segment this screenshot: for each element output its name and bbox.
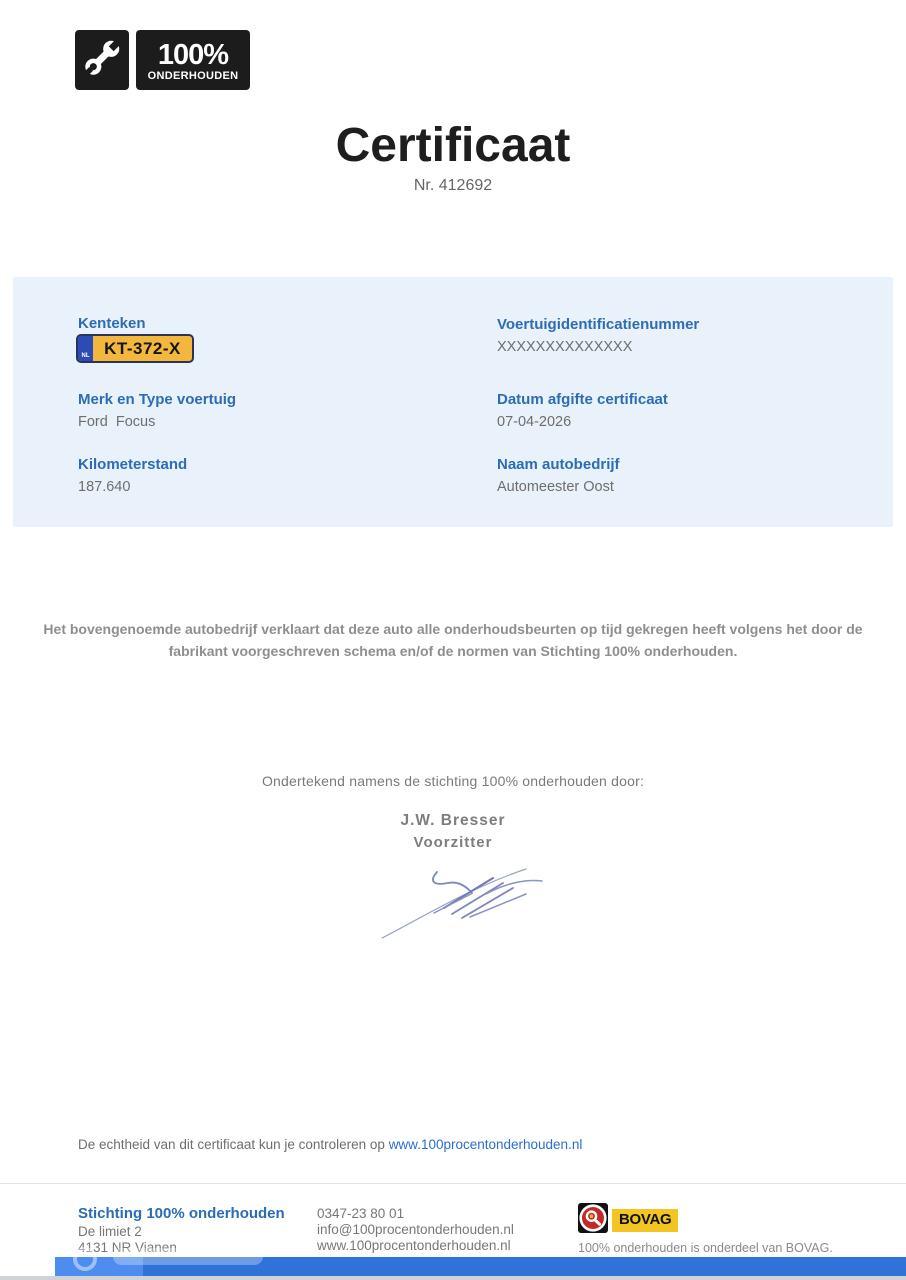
watermark-circle: [73, 1247, 97, 1271]
bedrijf-value: Automeester Oost: [497, 479, 614, 495]
page-title: Certificaat: [335, 119, 571, 172]
footer-website: www.100procentonderhouden.nl: [317, 1238, 511, 1253]
verify-line: [78, 1137, 582, 1152]
plate-country-strip: [78, 336, 93, 361]
declaration-statement: [0, 618, 906, 663]
signature-image: [0, 850, 906, 945]
logo-icon-box: [75, 30, 129, 90]
footer-divider: [0, 1183, 906, 1184]
footer-email: info@100procentonderhouden.nl: [317, 1222, 514, 1237]
footer-phone: 0347-23 80 01: [317, 1206, 405, 1221]
logo-name: ONDERHOUDEN: [147, 69, 239, 82]
bovag-logo: [578, 1203, 678, 1238]
datum-value: 07-04-2026: [497, 414, 572, 430]
km-label: Kilometerstand: [78, 456, 188, 473]
vehicle-info-panel: [13, 277, 893, 527]
kenteken-label: Kenteken: [78, 315, 146, 332]
watermark-text-blob: [113, 1248, 263, 1265]
bovag-wordmark: BOVAG: [612, 1209, 678, 1232]
signer-role: Voorzitter: [413, 834, 493, 851]
verify-link[interactable]: www.100procentonderhouden.nl: [388, 1137, 583, 1152]
logo-percent: 100%: [157, 38, 229, 71]
bedrijf-label: Naam autobedrijf: [497, 456, 620, 473]
merk-label: Merk en Type voertuig: [78, 391, 237, 408]
brand-logo: [75, 30, 250, 90]
vin-value: XXXXXXXXXXXXXX: [497, 339, 633, 355]
logo-text-box: [136, 30, 250, 90]
vin-label: Voertuigidentificatienummer: [497, 316, 700, 333]
footer-org-name: Stichting 100% onderhouden: [78, 1205, 285, 1222]
certificate-number: Nr. 412692: [413, 177, 493, 194]
plate-number: KT-372-X: [104, 338, 181, 358]
wrench-icon: [79, 33, 125, 88]
license-plate: [76, 334, 194, 363]
declaration-text: Het bovengenoemde autobedrijf verklaart dat deze auto alle onderhoudsbeurten op tijd gekregen heeft volgens het door de fabrikant voorgeschreven schema en/of de normen van Stichting 100% onderhouden.: [43, 621, 863, 660]
bovag-tagline: 100% onderhouden is onderdeel van BOVAG.: [578, 1241, 833, 1255]
plate-country-code: NL: [81, 353, 90, 359]
footer-address-line1: De limiet 2: [78, 1224, 142, 1239]
footer-address-line2: 4131 NR Vianen: [78, 1240, 177, 1255]
bottom-edge-strip: [0, 1276, 906, 1280]
datum-label: Datum afgifte certificaat: [497, 391, 668, 408]
km-value: 187.640: [78, 479, 131, 495]
bovag-icon: [578, 1203, 608, 1238]
signing-intro: Ondertekend namens de stichting 100% onderhouden door:: [261, 773, 645, 789]
signer-name: J.W. Bresser: [400, 812, 506, 829]
merk-value: Ford Focus: [78, 414, 156, 430]
verify-text: De echtheid van dit certificaat kun je controleren op: [78, 1137, 389, 1152]
bottom-bar: [55, 1257, 906, 1277]
